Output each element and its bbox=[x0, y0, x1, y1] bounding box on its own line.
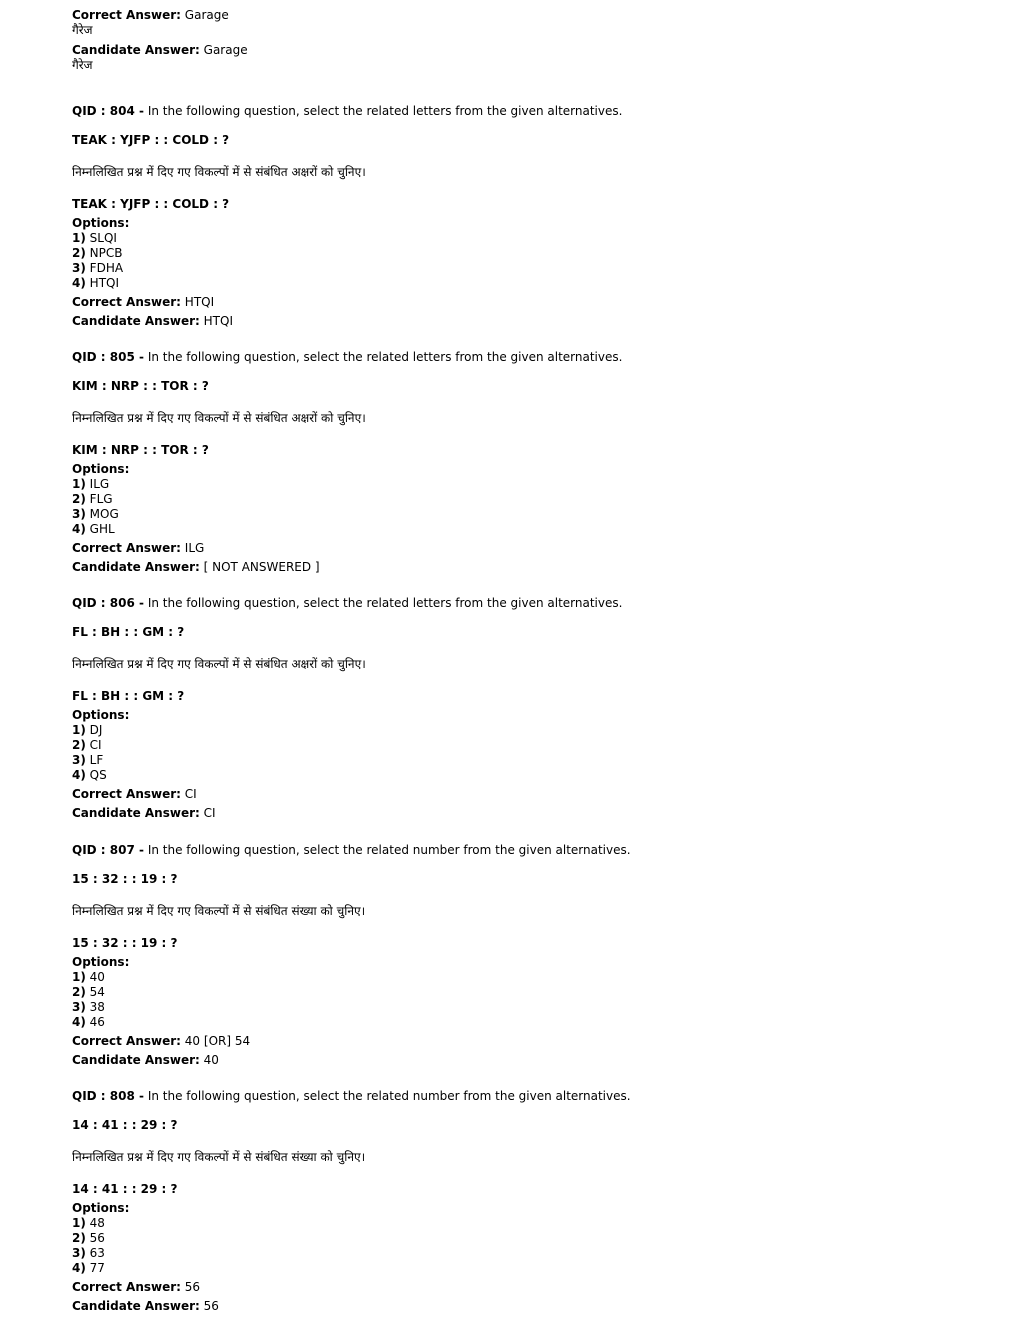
correct-answer-line: Correct Answer: 56 bbox=[72, 1280, 201, 1294]
option-item: 1) DJ bbox=[72, 723, 103, 737]
question-prompt-hindi: 15 : 32 : : 19 : ? bbox=[72, 936, 178, 950]
option-item: 4) 77 bbox=[72, 1261, 105, 1275]
candidate-answer-line: Candidate Answer: CI bbox=[72, 806, 216, 820]
correct-answer-hindi: गैरेज bbox=[72, 23, 93, 37]
question-prompt-en: 14 : 41 : : 29 : ? bbox=[72, 1118, 178, 1132]
question-text-hindi: निम्नलिखित प्रश्न में दिए गए विकल्पों में से संबंधित अक्षरों को चुनिए। bbox=[72, 657, 366, 671]
question-header bbox=[72, 596, 622, 611]
qid-label: QID : 806 - bbox=[72, 596, 144, 610]
candidate-answer-line: Candidate Answer: 40 bbox=[72, 1053, 219, 1067]
question-block bbox=[72, 1089, 631, 1314]
option-item: 1) 48 bbox=[72, 1216, 105, 1230]
options-label: Options: bbox=[72, 708, 130, 722]
option-item: 4) GHL bbox=[72, 522, 115, 536]
correct-answer-line bbox=[72, 8, 248, 23]
correct-answer-line: Correct Answer: 40 [OR] 54 bbox=[72, 1034, 251, 1048]
qid-label: QID : 805 - bbox=[72, 350, 144, 364]
question-block bbox=[72, 596, 622, 821]
qid-label: QID : 804 - bbox=[72, 104, 144, 118]
candidate-answer-value: 40 bbox=[203, 1053, 219, 1067]
qid-label: QID : 807 - bbox=[72, 843, 144, 857]
question-text-hindi: निम्नलिखित प्रश्न में दिए गए विकल्पों में से संबंधित संख्या को चुनिए। bbox=[72, 904, 366, 918]
question-prompt-hindi: KIM : NRP : : TOR : ? bbox=[72, 443, 209, 457]
option-item: 4) QS bbox=[72, 768, 107, 782]
question-block bbox=[72, 843, 631, 1068]
question-text-hindi: निम्नलिखित प्रश्न में दिए गए विकल्पों में से संबंधित अक्षरों को चुनिए। bbox=[72, 165, 366, 179]
question-header bbox=[72, 350, 622, 365]
option-item: 3) 38 bbox=[72, 1000, 105, 1014]
candidate-answer-value: [ NOT ANSWERED ] bbox=[203, 560, 320, 574]
question-block bbox=[72, 104, 622, 329]
candidate-answer-hindi: गैरेज bbox=[72, 58, 93, 72]
question-text: In the following question, select the related letters from the given alternatives. bbox=[147, 596, 623, 610]
candidate-answer-line: Candidate Answer: 56 bbox=[72, 1299, 219, 1313]
options-label: Options: bbox=[72, 216, 130, 230]
correct-answer-value: 56 bbox=[184, 1280, 201, 1294]
question-prompt-en: FL : BH : : GM : ? bbox=[72, 625, 185, 639]
correct-answer-value: HTQI bbox=[184, 295, 215, 309]
correct-answer-line: Correct Answer: HTQI bbox=[72, 295, 215, 309]
question-block bbox=[72, 350, 622, 575]
option-item: 2) CI bbox=[72, 738, 102, 752]
correct-answer-value: Garage bbox=[184, 8, 229, 22]
candidate-answer-value: CI bbox=[203, 806, 216, 820]
question-prompt-en: 15 : 32 : : 19 : ? bbox=[72, 872, 178, 886]
question-text: In the following question, select the related letters from the given alternatives. bbox=[147, 104, 623, 118]
question-text: In the following question, select the related number from the given alternatives. bbox=[147, 1089, 631, 1103]
correct-answer-value: ILG bbox=[184, 541, 205, 555]
option-item: 2) NPCB bbox=[72, 246, 123, 260]
question-prompt-en: TEAK : YJFP : : COLD : ? bbox=[72, 133, 230, 147]
options-label: Options: bbox=[72, 462, 130, 476]
question-text-hindi: निम्नलिखित प्रश्न में दिए गए विकल्पों में से संबंधित अक्षरों को चुनिए। bbox=[72, 411, 366, 425]
question-header bbox=[72, 1089, 631, 1104]
question-text: In the following question, select the related letters from the given alternatives. bbox=[147, 350, 623, 364]
option-item: 2) FLG bbox=[72, 492, 113, 506]
candidate-answer-line bbox=[72, 43, 248, 58]
option-item: 4) 46 bbox=[72, 1015, 105, 1029]
option-item: 3) MOG bbox=[72, 507, 119, 521]
options-label: Options: bbox=[72, 955, 130, 969]
qid-label: QID : 808 - bbox=[72, 1089, 144, 1103]
candidate-answer-value: Garage bbox=[203, 43, 248, 57]
question-text: In the following question, select the related number from the given alternatives. bbox=[147, 843, 631, 857]
top-answer-block bbox=[72, 8, 248, 73]
candidate-answer-value: 56 bbox=[203, 1299, 219, 1313]
question-header bbox=[72, 104, 622, 119]
correct-answer-value: 40 [OR] 54 bbox=[184, 1034, 251, 1048]
option-item: 3) LF bbox=[72, 753, 104, 767]
question-prompt-hindi: FL : BH : : GM : ? bbox=[72, 689, 185, 703]
question-prompt-hindi: TEAK : YJFP : : COLD : ? bbox=[72, 197, 230, 211]
options-label: Options: bbox=[72, 1201, 130, 1215]
correct-answer-line: Correct Answer: ILG bbox=[72, 541, 205, 555]
option-item: 3) 63 bbox=[72, 1246, 105, 1260]
correct-answer-label: Correct Answer: bbox=[72, 8, 181, 22]
question-header bbox=[72, 843, 631, 858]
option-item: 4) HTQI bbox=[72, 276, 120, 290]
option-item: 3) FDHA bbox=[72, 261, 124, 275]
option-item: 1) 40 bbox=[72, 970, 105, 984]
option-item: 2) 56 bbox=[72, 1231, 105, 1245]
option-item: 1) ILG bbox=[72, 477, 110, 491]
candidate-answer-label: Candidate Answer: bbox=[72, 43, 200, 57]
correct-answer-value: CI bbox=[184, 787, 197, 801]
option-item: 1) SLQI bbox=[72, 231, 117, 245]
candidate-answer-value: HTQI bbox=[203, 314, 233, 328]
candidate-answer-line: Candidate Answer: HTQI bbox=[72, 314, 233, 328]
option-item: 2) 54 bbox=[72, 985, 105, 999]
question-text-hindi: निम्नलिखित प्रश्न में दिए गए विकल्पों में से संबंधित संख्या को चुनिए। bbox=[72, 1150, 366, 1164]
correct-answer-line: Correct Answer: CI bbox=[72, 787, 197, 801]
candidate-answer-line: Candidate Answer: [ NOT ANSWERED ] bbox=[72, 560, 320, 574]
question-prompt-hindi: 14 : 41 : : 29 : ? bbox=[72, 1182, 178, 1196]
question-prompt-en: KIM : NRP : : TOR : ? bbox=[72, 379, 209, 393]
